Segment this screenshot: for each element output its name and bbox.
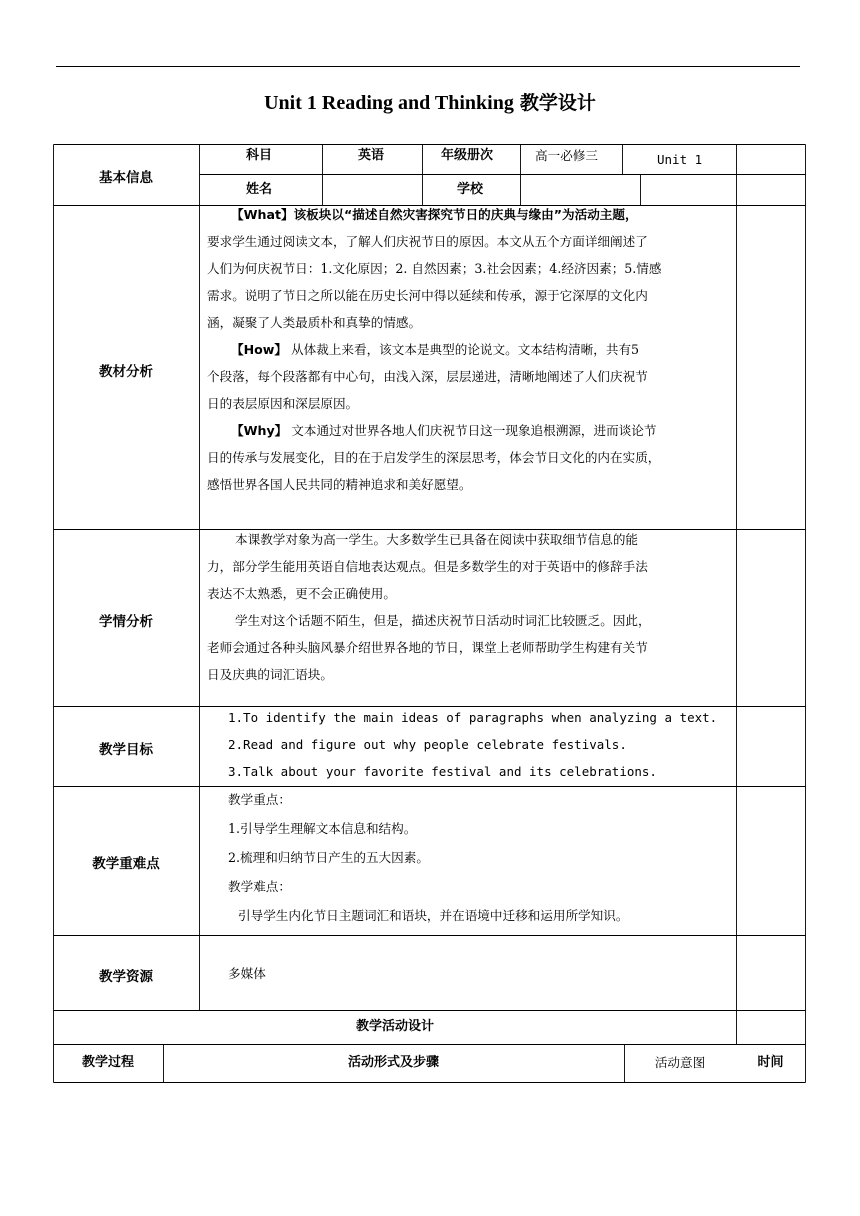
col-process-header: 教学过程 (81, 1055, 134, 1070)
title-chinese: 教学设计 (519, 92, 596, 114)
student-line: 本课教学对象为高一学生。大多数学生已具备在阅读中获取细节信息的能 (235, 532, 638, 547)
student-line: 老师会通过各种头脑风暴介绍世界各地的节日，课堂上老师帮助学生构建有关节 (207, 640, 648, 655)
student-analysis-label: 学情分析 (99, 614, 153, 630)
what-line: 人们为何庆祝节日：1.文化原因；2. 自然因素；3.社会因素；4.经济因素；5.情感 (207, 261, 662, 276)
objective-item: 3.Talk about your favorite festival and its celebrations. (228, 764, 657, 779)
student-line: 表达不太熟悉，更不会正确使用。 (207, 586, 396, 601)
unit-value: Unit 1 (657, 152, 703, 167)
difficulty-text: 引导学生内化节日主题词汇和语块，并在语境中迁移和运用所学知识。 (238, 908, 629, 923)
difficulty-title: 教学难点： (228, 879, 291, 894)
focus-title: 教学重点： (228, 792, 291, 807)
col-intent-header: 活动意图 (654, 1055, 706, 1070)
objective-item: 1.To identify the main ideas of paragraphs when analyzing a text. (228, 710, 718, 725)
school-label: 学校 (457, 182, 484, 197)
col-time-header: 时间 (757, 1055, 784, 1070)
resources-label: 教学资源 (99, 969, 153, 985)
activity-section-title: 教学活动设计 (355, 1019, 434, 1034)
how-line-1: 从体裁上来看，该文本是典型的论说文。文本结构清晰，共有5 (287, 342, 640, 357)
title-english: Unit 1 Reading and Thinking (264, 92, 514, 114)
key-points-label: 教学重难点 (92, 856, 160, 872)
what-line: 需求。说明了节日之所以能在历史长河中得以延续和传承，源于它深厚的文化内 (207, 288, 648, 303)
basic-info-label: 基本信息 (99, 170, 153, 186)
grade-label: 年级册次 (441, 148, 494, 163)
how-tag: 【How】 (231, 342, 288, 357)
focus-item: 1.引导学生理解文本信息和结构。 (228, 821, 417, 836)
name-label: 姓名 (246, 182, 273, 197)
subject-label: 科目 (246, 148, 273, 163)
subject-value: 英语 (358, 148, 385, 163)
how-line: 日的表层原因和深层原因。 (207, 396, 359, 411)
material-analysis-label: 教材分析 (99, 364, 153, 380)
material-analysis-text (207, 201, 735, 498)
why-line: 日的传承与发展变化，目的在于启发学生的深层思考，体会节日文化的内在实质， (207, 450, 661, 465)
what-line: 涵，凝聚了人类最质朴和真挚的情感。 (207, 315, 422, 330)
why-tag: 【Why】 (231, 423, 288, 438)
what-line-1: 该板块以“描述自然灾害探究节日的庆典与缘由”为活动主题， (293, 207, 638, 222)
how-line: 个段落，每个段落都有中心句，由浅入深，层层递进，清晰地阐述了人们庆祝节 (207, 369, 648, 384)
objectives-label: 教学目标 (99, 742, 153, 758)
student-line: 力，部分学生能用英语自信地表达观点。但是多数学生的对于英语中的修辞手法 (207, 559, 648, 574)
focus-item: 2.梳理和归纳节日产生的五大因素。 (228, 850, 429, 865)
grade-value: 高一必修三 (535, 148, 598, 163)
why-line-1: 文本通过对世界各地人们庆祝节日这一现象追根溯源，进而谈论节 (287, 423, 657, 438)
student-line: 日及庆典的词汇语块。 (207, 667, 333, 682)
what-tag: 【What】 (231, 207, 294, 222)
objective-item: 2.Read and figure out why people celebrate festivals. (228, 737, 627, 752)
why-line: 感悟世界各国人民共同的精神追求和美好愿望。 (207, 477, 472, 492)
what-line: 要求学生通过阅读文本，了解人们庆祝节日的原因。本文从五个方面详细阐述了 (207, 234, 648, 249)
key-points-text (228, 785, 734, 930)
student-line: 学生对这个话题不陌生，但是，描述庆祝节日活动时词汇比较匮乏。因此， (235, 613, 651, 628)
resources-value: 多媒体 (228, 966, 266, 981)
student-analysis-text (207, 526, 735, 688)
col-steps-header: 活动形式及步骤 (347, 1055, 439, 1070)
